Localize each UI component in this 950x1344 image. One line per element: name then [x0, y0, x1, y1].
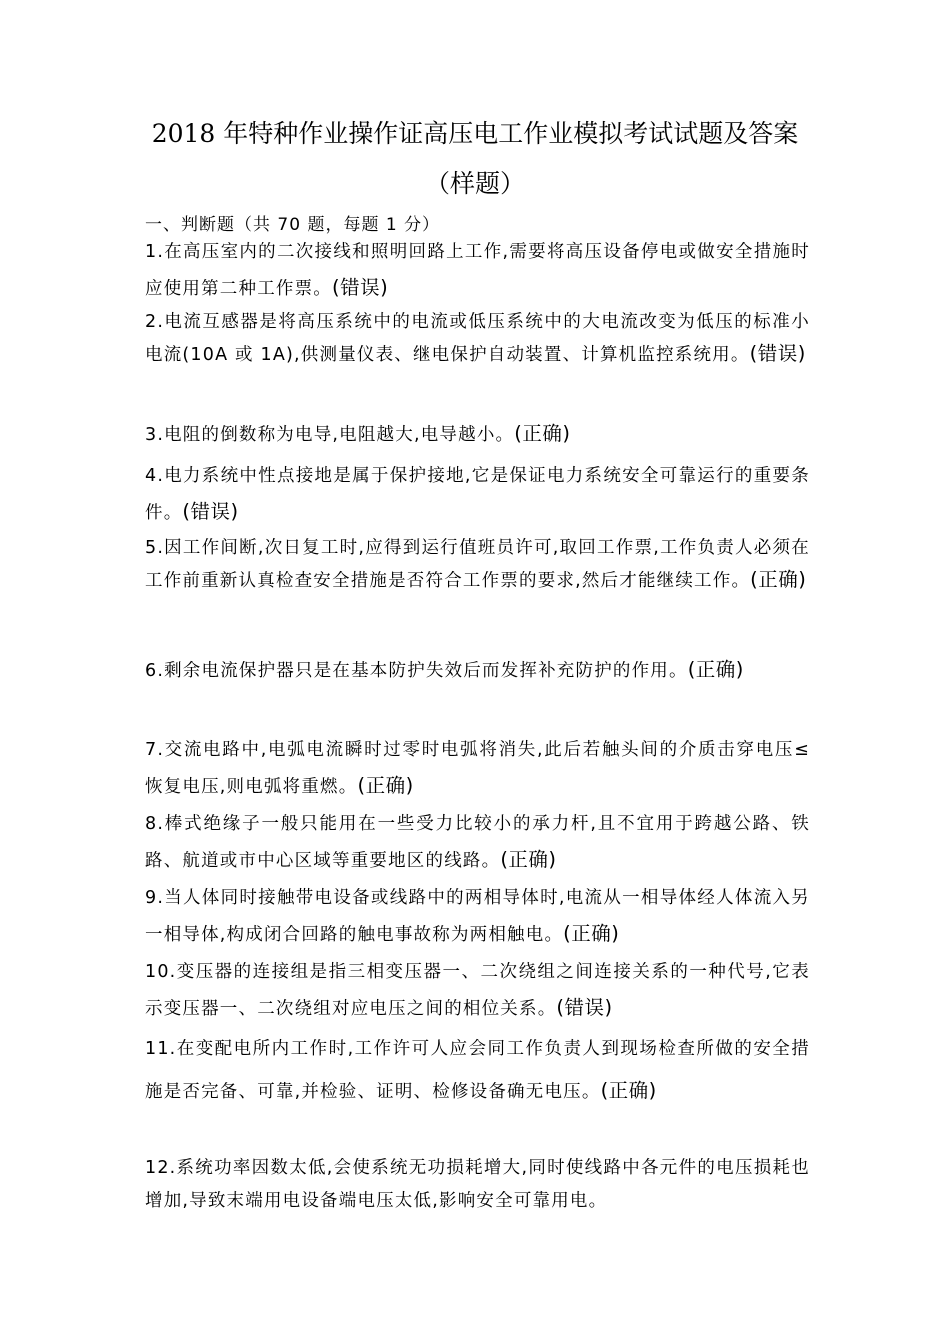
- question-2: [145, 306, 810, 371]
- question-answer: (正确): [563, 922, 620, 945]
- question-8: [145, 806, 810, 879]
- question-text: 4.电力系统中性点接地是属于保护接地,它是保证电力系统安全可靠运行的重要条件。: [145, 466, 810, 523]
- question-text: 2.电流互感器是将高压系统中的电流或低压系统中的大电流改变为低压的标准小电流(10A 或 1A),供测量仪表、继电保护自动装置、计算机监控系统用。: [145, 312, 810, 365]
- question-answer: (错误): [182, 500, 239, 523]
- question-text: 5.因工作间断,次日复工时,应得到运行值班员许可,取回工作票,工作负责人必须在工作前重新认真检查安全措施是否符合工作票的要求,然后才能继续工作。: [145, 538, 810, 591]
- question-answer: (正确): [750, 568, 807, 591]
- question-text: 10.变压器的连接组是指三相变压器一、二次绕组之间连接关系的一种代号,它表示变压器一、二次绕组对应电压之间的相位关系。: [145, 962, 810, 1019]
- question-text: 7.交流电路中,电弧电流瞬时过零时电弧将消失,此后若触头间的介质击穿电压≤恢复电压,则电弧将重燃。: [145, 740, 810, 797]
- question-text: 9.当人体同时接触带电设备或线路中的两相导体时,电流从一相导体经人体流入另一相导体,构成闭合回路的触电事故称为两相触电。: [145, 888, 810, 945]
- question-text: 12.系统功率因数太低,会使系统无功损耗增大,同时使线路中各元件的电压损耗也增加,导致末端用电设备端电压太低,影响安全可靠用电。: [145, 1158, 810, 1211]
- question-text: 8.棒式绝缘子一般只能用在一些受力比较小的承力杆,且不宜用于跨越公路、铁路、航道或市中心区域等重要地区的线路。: [145, 814, 810, 871]
- question-answer: (正确): [514, 422, 571, 445]
- document-subtitle: （样题）: [424, 169, 525, 198]
- question-4: [145, 458, 810, 531]
- question-text: 11.在变配电所内工作时,工作许可人应会同工作负责人到现场检查所做的安全措施是否完备、可靠,并检验、证明、检修设备确无电压。: [145, 1039, 810, 1102]
- question-answer: (正确): [687, 658, 744, 681]
- question-9: [145, 880, 810, 953]
- question-10: [145, 954, 810, 1027]
- question-answer: (正确): [500, 848, 557, 871]
- section-heading: 一、判断题（共 70 题，每题 1 分）: [145, 215, 441, 235]
- question-answer: (正确): [600, 1079, 657, 1102]
- question-answer: (错误): [556, 996, 613, 1019]
- question-text: 1.在高压室内的二次接线和照明回路上工作,需要将高压设备停电或做安全措施时应使用第二种工作票。: [145, 242, 810, 299]
- question-answer: (错误): [332, 276, 389, 299]
- document-title: 2018 年特种作业操作证高压电工作业模拟考试试题及答案: [151, 119, 799, 148]
- question-text: 3.电阻的倒数称为电导,电阻越大,电导越小。: [145, 425, 515, 445]
- question-3: [145, 418, 810, 451]
- question-11: [145, 1028, 810, 1113]
- question-answer: (正确): [357, 774, 414, 797]
- question-1: [145, 234, 810, 307]
- question-5: [145, 532, 810, 597]
- question-6: [145, 644, 810, 697]
- question-7: [145, 732, 810, 805]
- question-text: 6.剩余电流保护器只是在基本防护失效后而发挥补充防护的作用。: [145, 661, 688, 681]
- question-answer: (错误): [749, 342, 806, 365]
- question-12: [145, 1152, 810, 1217]
